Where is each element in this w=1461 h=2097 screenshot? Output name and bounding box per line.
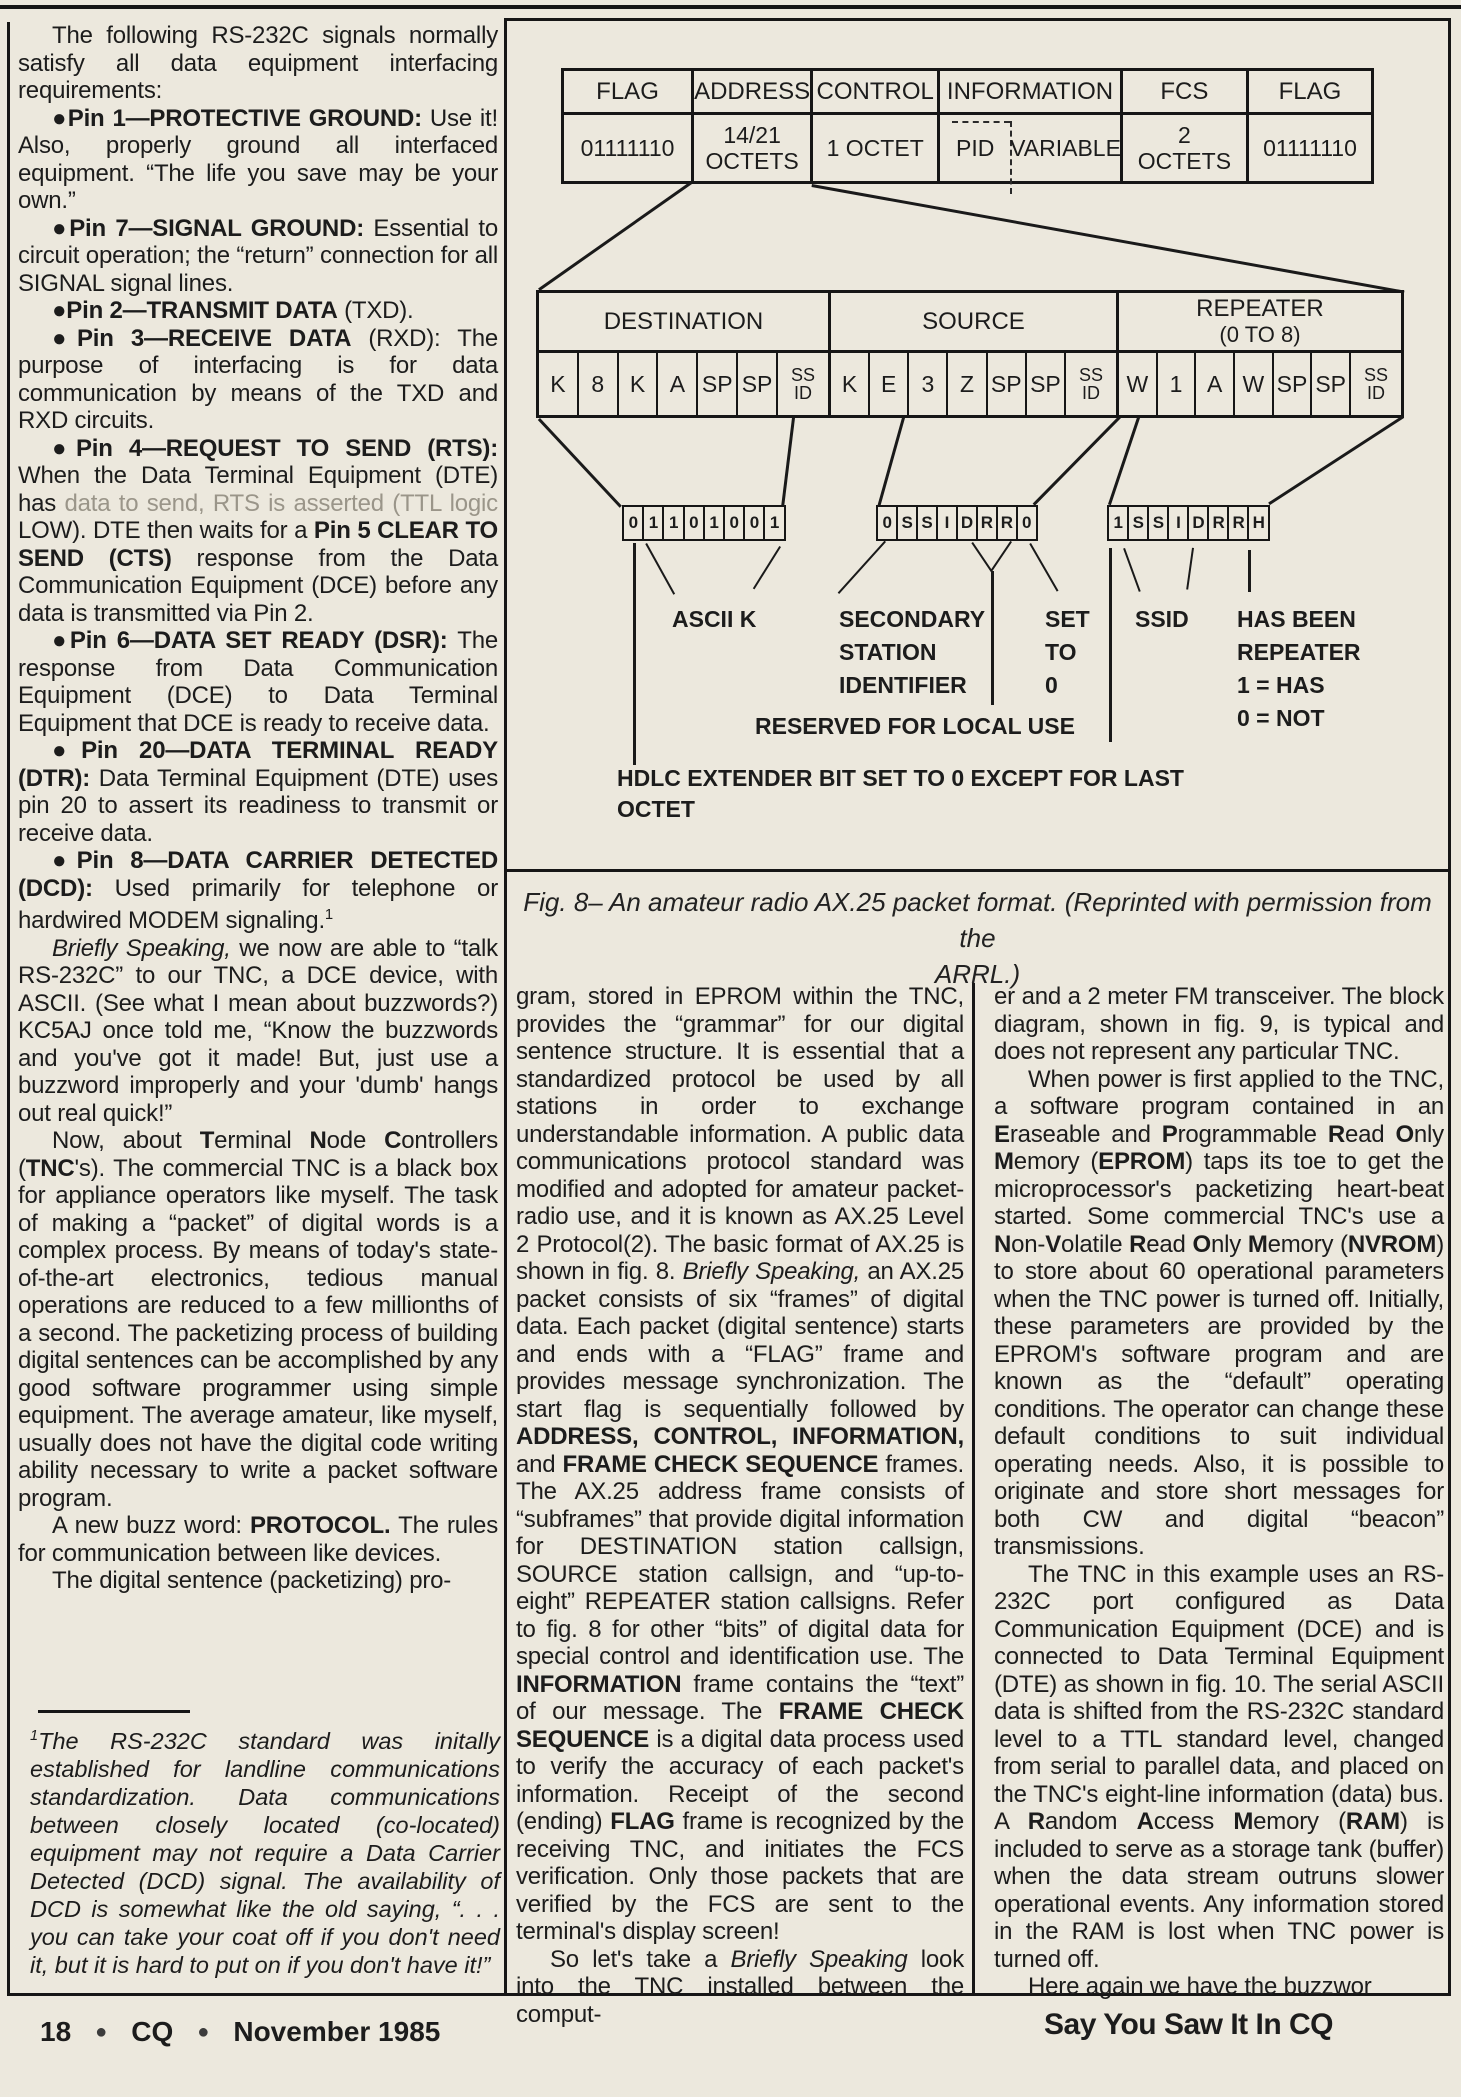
issue-date: November 1985 [233, 2016, 441, 2047]
packet-header: ADDRESS [694, 71, 810, 115]
packet-col-fcs [1120, 71, 1246, 181]
footnote: $^1$The RS-232C standard was initally established for landline communications standardization. Data communications between closely located (co-located) equipment may not require a Data Carrier Detected (DCD) signal. The availability of DCD is somewhat like the old saying, “. . . you can take your coat off if you don't need it, but it is hard to put on if you don't have it!” [30, 1727, 500, 1978]
expansion-line [1033, 416, 1121, 506]
bit-group-repeater-ssid: 1 S S I D R R H [1107, 505, 1270, 541]
expansion-line [878, 417, 905, 505]
callsign-cell: A [1194, 353, 1233, 415]
ascii-k-label: ASCII K [672, 606, 757, 632]
pointer-line [645, 543, 675, 595]
pointer-line [1123, 548, 1141, 592]
expansion-line [538, 418, 622, 508]
callsign-cell: 3 [907, 353, 946, 415]
callsign-cell: 8 [577, 353, 617, 415]
ax25-packet-figure [505, 18, 1452, 871]
address-subframe-table [536, 290, 1404, 418]
callsign-cell: SP [696, 353, 736, 415]
set-to-0-label: SET TO 0 [1045, 606, 1090, 698]
footer-left [40, 2016, 440, 2048]
ssid-cell: SS ID [1064, 353, 1116, 415]
section-label: REPEATER (0 TO 8) [1119, 293, 1401, 353]
left-border [7, 22, 10, 1996]
callsign-cell: SP [1272, 353, 1311, 415]
packet-value: 2 OCTETS [1137, 122, 1232, 174]
expansion-line [1268, 415, 1404, 505]
packet-col-flag1 [564, 71, 691, 181]
packet-header: FCS [1123, 71, 1246, 115]
packet-header: FLAG [564, 71, 691, 115]
callsign-cell: W [1233, 353, 1272, 415]
callsign-cell: SP [1025, 353, 1064, 415]
address-section-repeater [1116, 293, 1401, 415]
secondary-station-identifier-label: SECONDARY STATION IDENTIFIER [839, 606, 986, 698]
bit-group-ascii-k: 0 1 1 0 1 0 0 1 [622, 505, 786, 541]
has-been-repeater-label: HAS BEEN REPEATER 1 = HAS 0 = NOT [1237, 606, 1361, 731]
article-column-middle: gram, stored in EPROM within the TNC, provides the “grammar” for our digital sentence structure. It is essential that a standardized protocol be used by all stations in order to exchange understandable information. A public data communications protocol standard was modified and adopted for amateur packet-radio use, and it is known as AX.25 Level 2 Protocol(2). The basic format of AX.25 is shown in fig. 8. Briefly Speaking, an AX.25 packet consists of six “frames” of digital data. Each packet (digital sentence) starts and ends with a “FLAG” frame and provides message synchronization. The start flag is sequentially followed by ADDRESS, CONTROL, INFORMATION, and FRAME CHECK SEQUENCE frames. The AX.25 address frame consists of “subframes” that provide digital information for DESTINATION station callsign, SOURCE station callsign, and “up-to-eight” REPEATER station callsigns. Refer to fig. 8 for other “bits” of digital data for special control and identification use. The INFORMATION frame contains the “text” of our message. The FRAME CHECK SEQUENCE is a digital data process used to verify the accuracy of each packet's information. Receipt of the second (ending) FLAG frame is recognized by the receiving TNC, and initiates the FCS verification. Only those packets that are verified by the FCS are sent to the terminal's display screen! So let's take a Briefly Speaking look into the TNC installed between the comput- [516, 983, 964, 2028]
reserved-line [991, 571, 994, 705]
bit-group-source-ssid: 0 S S I D R R 0 [876, 505, 1038, 541]
article-column-left: The following RS-232C signals normally satisfy all data equipment interfacing requirements: ●Pin 1—PROTECTIVE GROUND: Use it! Also, properly ground all interfaced equipment. “The life you save may be your own.” ●Pin 7—SIGNAL GROUND: Essential to circuit operation; the “return” connection for all SIGNAL signal lines. ●Pin 2—TRANSMIT DATA (TXD). ●Pin 3—RECEIVE DATA (RXD): The purpose of interfacing is for data communication by means of the TXD and RXD circuits. ●Pin 4—REQUEST TO SEND (RTS): When the Data Terminal Equipment (DTE) has data to send, RTS is asserted (TTL logic LOW). DTE then waits for a Pin 5 CLEAR TO SEND (CTS) response from the Data Communication Equipment (DCE) before any data is transmitted via Pin 2. ●Pin 6—DATA SET READY (DSR): The response from Data Communication Equipment (DCE) to Data Terminal Equipment that DCE is ready to receive data. ●Pin 20—DATA TERMINAL READY (DTR): Data Terminal Equipment (DTE) uses pin 20 to assert its readiness to transmit or receive data. ●Pin 8—DATA CARRIER DETECTED (DCD): Used primarily for telephone or hardwired MODEM signaling.$^1$ Briefly Speaking, we now are able to “talk RS-232C” to our TNC, a DCE device, with ASCII. (See what I mean about buzzwords?) KC5AJ once told me, “Know the buzzwords and you've got it made! But, just use a buzzword improperly and your 'dumb' hangs out real quick!” Now, about Terminal Node Controllers (TNC's). The commercial TNC is a black box for appliance operators like myself. The task of making a “packet” of digital words is a complex process. By means of today's state-of-the-art electronics, tedious manual operations are reduced to a few millionths of a second. The packetizing process of building digital sentences can be accomplished by any good software programmer using simple equipment. The average amateur, like myself, usually does not have the digital code writing ability necessary to write a packet software program. A new buzz word: PROTOCOL. The rules for communication between like devices. The digital sentence (packetizing) pro- [18, 22, 499, 1594]
pointer-line [991, 541, 1012, 571]
address-section-source [828, 293, 1116, 415]
footnote-divider [38, 1710, 190, 1713]
packet-format-table [561, 68, 1374, 184]
callsign-cell: K [550, 370, 566, 397]
section-label: DESTINATION [539, 293, 828, 353]
packet-header: INFORMATION [940, 71, 1120, 115]
ssid-cell: SS ID [776, 353, 828, 415]
pointer-line [753, 546, 781, 589]
expansion-line [781, 418, 795, 506]
article-column-right: er and a 2 meter FM transceiver. The block diagram, shown in fig. 9, is typical and does not represent any particular TNC. When power is first applied to the TNC, a software program contained in an Eraseable and Programmable Read Only Memory (EPROM) taps its toe to get the microprocessor's packetizing heart-beat started. Some commercial TNC's use a Non-Volatile Read Only Memory (NVROM) to store about 60 operational parameters when the TNC power is turned off. Initially, these parameters are provided by the EPROM's software program and are known as the “default” operating conditions. The operator can change these default conditions to suit individual operating needs. Also, it is possible to originate and store short messages for both CW and digital “beacon” transmissions. The TNC in this example uses an RS-232C port configured as Data Communication Equipment (DCE) and is connected to Data Terminal Equipment (DTE) as shown in fig. 10. The serial ASCII data is shifted from the RS-232C standard level to a TTL standard level, changed from serial to parallel data, and placed on the TNC's eight-line information (data) bus. A Random Access Memory (RAM) is included to serve as a storage tank (buffer) when the data stream outruns slower operational events. Any information stored in the RAM is lost when TNC power is turned off. Here again we have the buzzwor [994, 983, 1444, 2000]
packet-col-flag2 [1246, 71, 1371, 181]
callsign-cell: Z [946, 353, 985, 415]
variable-label: VARIABLE [1010, 135, 1121, 161]
callsign-cell: SP [1310, 353, 1349, 415]
pointer-line [1186, 548, 1194, 590]
magazine-name: CQ [131, 2016, 174, 2047]
ssid-label: SSID [1135, 606, 1189, 632]
bullet-icon: ● [197, 2021, 210, 2043]
callsign-cell: E [868, 353, 907, 415]
callsign-cell: K [841, 370, 858, 397]
callsign-cell: SP [986, 353, 1025, 415]
packet-value: 1 OCTET [826, 135, 924, 161]
pointer-line [971, 542, 992, 572]
section-label: SOURCE [831, 293, 1116, 353]
callsign-cell: K [617, 353, 657, 415]
page-number: 18 [40, 2016, 72, 2047]
figure-caption: Fig. 8– An amateur radio AX.25 packet format. (Reprinted with permission from the ARRL.) [523, 887, 1432, 989]
pointer-line [1029, 543, 1058, 592]
packet-col-address [691, 71, 810, 181]
expansion-line [1108, 417, 1140, 505]
packet-value-information [940, 115, 1120, 181]
callsign-cell: W [1126, 370, 1149, 397]
bullet-icon: ● [95, 2021, 108, 2043]
ssid-cell: SS ID [1349, 353, 1401, 415]
has-been-line [1248, 550, 1251, 592]
pointer-line [838, 541, 886, 594]
callsign-cell: 1 [1156, 353, 1195, 415]
callsign-cell: SP [736, 353, 776, 415]
packet-value: 01111110 [580, 135, 675, 161]
packet-header: FLAG [1249, 71, 1371, 115]
callsign-cell: A [656, 353, 696, 415]
packet-value: 14/21 OCTETS [705, 122, 799, 174]
pid-label: PID [956, 135, 995, 161]
top-border [0, 5, 1461, 9]
packet-header: CONTROL [813, 71, 937, 115]
packet-value: 01111110 [1263, 135, 1357, 161]
expansion-line [811, 184, 1404, 294]
packet-col-control [810, 71, 937, 181]
hdlc-extender-line [633, 543, 636, 765]
packet-col-information [937, 71, 1120, 181]
address-section-destination [539, 293, 828, 415]
hdlc-label: HDLC EXTENDER BIT SET TO 0 EXCEPT FOR LAST OCTET [617, 765, 1184, 822]
expansion-line [538, 182, 692, 291]
reserved-label: RESERVED FOR LOCAL USE [755, 713, 1075, 739]
last-octet-line [1109, 548, 1112, 742]
footer-slogan: Say You Saw It In CQ [1044, 2008, 1333, 2041]
column-divider-right [972, 983, 975, 1993]
